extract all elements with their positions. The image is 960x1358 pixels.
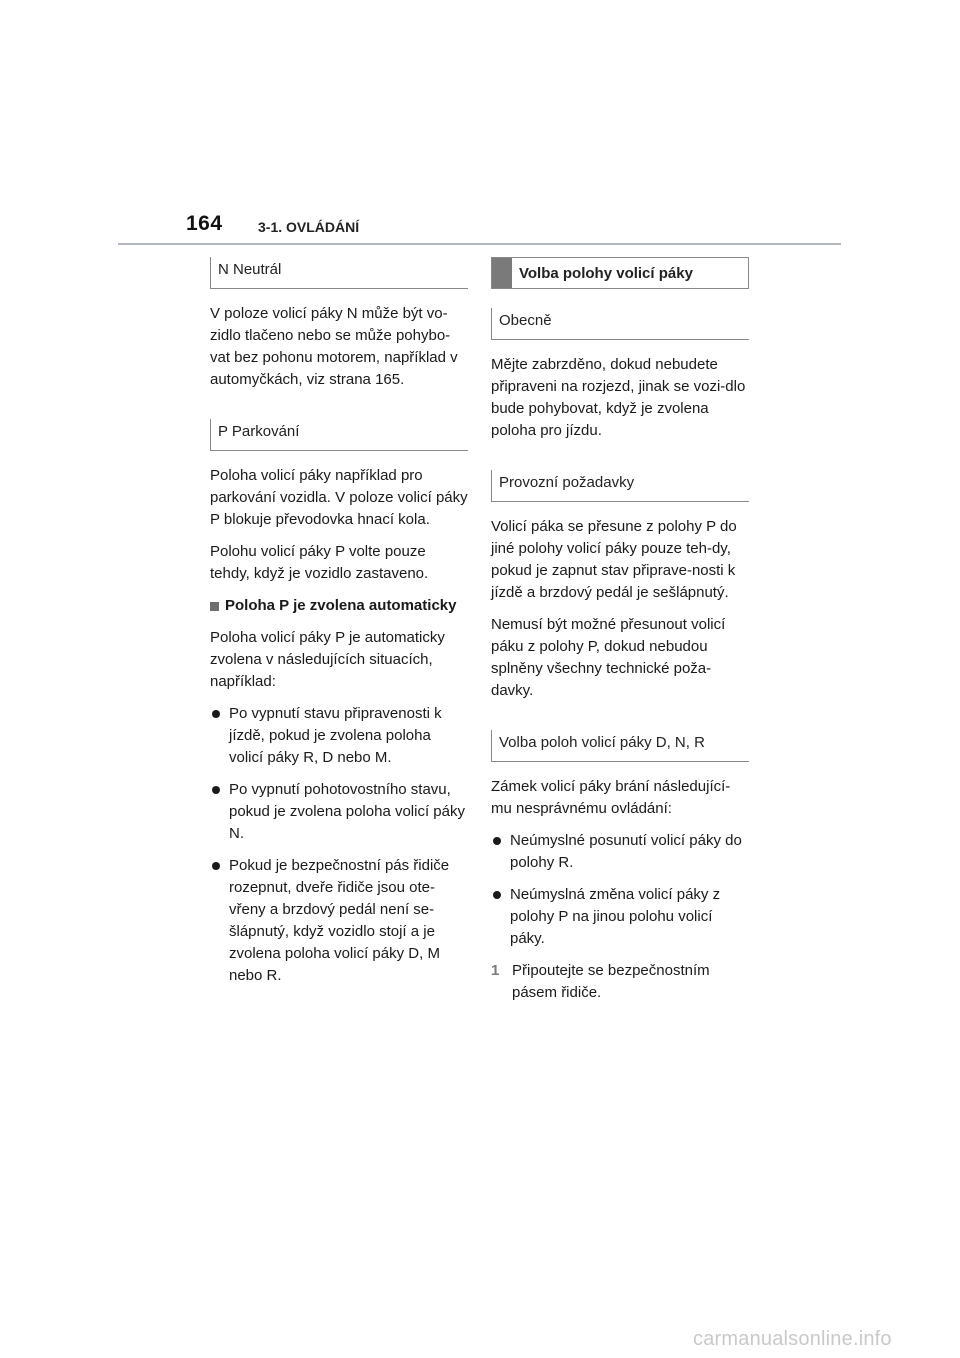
left-column	[210, 257, 468, 997]
neutral-heading: N Neutrál	[210, 257, 468, 289]
square-bullet-icon	[210, 602, 219, 611]
watermark: carmanualsonline.info	[693, 1328, 892, 1350]
page-header	[0, 0, 960, 250]
auto-heading	[210, 595, 468, 617]
requirements-heading: Provozní požadavky	[491, 470, 749, 502]
list-item: Po vypnutí stavu připravenosti k jízdě, pokud je zvolena poloha volicí páky R, D nebo M.	[210, 703, 468, 769]
step-text: Připoutejte se bezpečnostním pásem řidiče.	[512, 962, 710, 1001]
requirements-text-2: Nemusí být možné přesunout volicí páku z polohy P, dokud nebudou splněny všechny technické poža-davky.	[491, 616, 726, 699]
requirements-text-1: Volicí páka se přesune z polohy P do jiné polohy volicí páky pouze teh-dy, pokud je zapnut stav připrave-nosti k jízdě a brzdový pedál je sešlápnutý.	[491, 518, 737, 601]
bullet-dot-icon	[212, 862, 220, 870]
step-item	[491, 960, 749, 1004]
list-item: Po vypnutí pohotovostního stavu, pokud je zvolena poloha volicí páky N.	[210, 779, 468, 845]
header-divider	[118, 243, 841, 245]
list-item: Neúmyslné posunutí volicí páky do polohy R.	[491, 830, 749, 874]
park-text-1: Poloha volicí páky například pro parkování vozidla. V poloze volicí páky P blokuje převodovka hnací kola.	[210, 467, 468, 528]
park-text-2: Polohu volicí páky P volte pouze tehdy, když je vozidlo zastaveno.	[210, 543, 429, 582]
bullet-dot-icon	[493, 891, 501, 899]
neutral-text: V poloze volicí páky N může být vo-zidlo tlačeno nebo se může pohybo-vat bez pohonu motorem, například v automyčkách, viz strana 165.	[210, 305, 458, 388]
bullet-dot-icon	[212, 710, 220, 718]
heading-bar	[492, 258, 512, 288]
list-item: Neúmyslná změna volicí páky z polohy P na jinou polohu volicí páky.	[491, 884, 749, 950]
section-title: 3-1. OVLÁDÁNÍ	[258, 219, 360, 235]
bullet-dot-icon	[212, 786, 220, 794]
list-item: Pokud je bezpečnostní pás řidiče rozepnut, dveře řidiče jsou ote-vřeny a brzdový pedál není se-šlápnutý, když vozidlo stojí a je zvolena poloha volicí páky D, M nebo R.	[210, 855, 468, 987]
dnr-text: Zámek volicí páky brání následující-mu nesprávnému ovládání:	[491, 778, 731, 817]
dnr-heading: Volba poloh volicí páky D, N, R	[491, 730, 749, 762]
main-section-heading: Volba polohy volicí páky	[491, 257, 749, 289]
page-number: 164	[186, 212, 223, 235]
auto-text: Poloha volicí páky P je automaticky zvolena v následujících situacích, například:	[210, 629, 445, 690]
general-heading: Obecně	[491, 308, 749, 340]
right-column	[491, 257, 749, 1014]
bullet-dot-icon	[493, 837, 501, 845]
general-text: Mějte zabrzděno, dokud nebudete připraveni na rozjezd, jinak se vozi-dlo bude pohybovat, když je zvolena poloha pro jízdu.	[491, 356, 746, 439]
park-heading: P Parkování	[210, 419, 468, 451]
auto-heading-label: Poloha P je zvolena automaticky	[225, 597, 457, 614]
step-number: 1	[491, 962, 500, 979]
